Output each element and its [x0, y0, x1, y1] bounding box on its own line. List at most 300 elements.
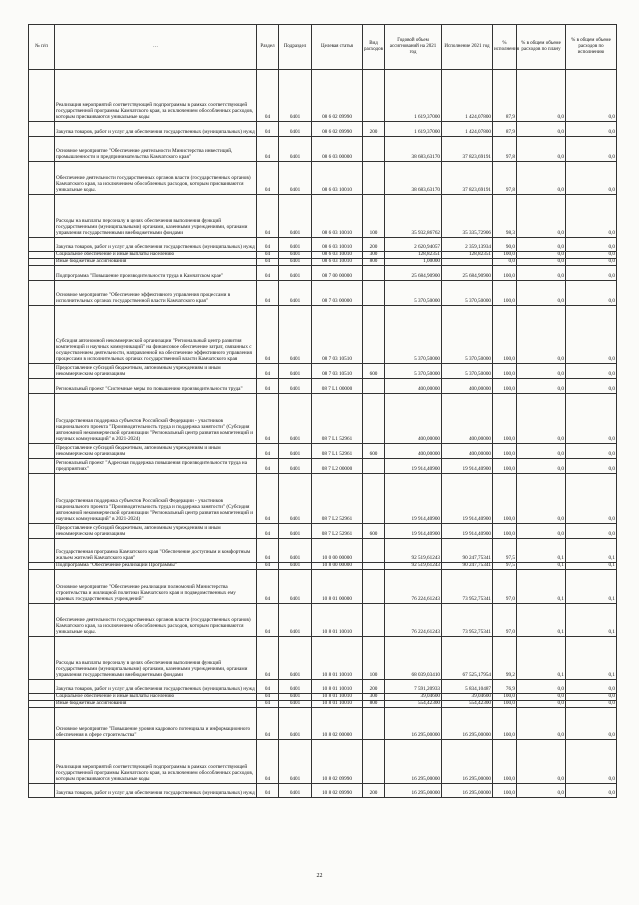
cell-vr: [363, 379, 385, 394]
table-row: [29, 474, 617, 524]
cell-s1: 0,1: [517, 637, 566, 680]
cell-pct: 87,9: [493, 122, 517, 137]
table-row: [29, 122, 617, 137]
cell-s2: 0,0: [566, 364, 617, 379]
cell-plan: 16 295,00000: [385, 708, 442, 740]
cell-no: [29, 604, 55, 637]
cell-vr: [363, 708, 385, 740]
cell-csr: 10 8 01 00000: [312, 570, 363, 604]
cell-name: Закупка товаров, работ и услуг для обеспечения государственных (муниципальных) нужд: [55, 784, 257, 798]
header-csr: Целевая статья: [312, 25, 363, 70]
cell-plan: 16 295,00000: [385, 784, 442, 798]
cell-rz: 04: [257, 137, 279, 162]
table-row: [29, 70, 617, 122]
cell-pct: 97,8: [493, 162, 517, 195]
page-number: 22: [316, 873, 323, 879]
cell-s2: 0,0: [566, 281, 617, 306]
cell-pr: 0401: [279, 379, 312, 394]
cell-vr: 600: [363, 444, 385, 459]
cell-vr: 100: [363, 637, 385, 680]
cell-no: [29, 680, 55, 694]
cell-pct: 100,0: [493, 364, 517, 379]
cell-fact: 5 370,50000: [442, 364, 493, 379]
cell-rz: 04: [257, 570, 279, 604]
cell-plan: 19 914,40900: [385, 524, 442, 539]
cell-rz: 04: [257, 637, 279, 680]
cell-no: [29, 394, 55, 444]
cell-rz: 04: [257, 394, 279, 444]
cell-pr: 0401: [279, 459, 312, 474]
cell-s1: 0,0: [517, 379, 566, 394]
cell-plan: 68 039,03410: [385, 637, 442, 680]
cell-name: Расходы на выплаты персоналу в целях обеспечения выполнения функций государственными (муниципальными) органами, казенными учреждениями, органами управления государственными внебюджетными фондами: [55, 195, 257, 238]
cell-rz: 04: [257, 604, 279, 637]
table-row: [29, 680, 617, 694]
cell-pr: 0401: [279, 563, 312, 570]
cell-s2: 0,0: [566, 474, 617, 524]
cell-plan: 2 620,94057: [385, 238, 442, 252]
cell-fact: 37 823,69191: [442, 162, 493, 195]
cell-csr: 08 6 03 10010: [312, 238, 363, 252]
cell-vr: [363, 563, 385, 570]
cell-s1: 0,1: [517, 539, 566, 563]
cell-name: Региональный проект "Системные меры по повышению производительности труда": [55, 379, 257, 394]
cell-s2: 0,0: [566, 162, 617, 195]
cell-pr: 0401: [279, 281, 312, 306]
cell-csr: 10 8 01 10010: [312, 637, 363, 680]
cell-vr: 800: [363, 259, 385, 266]
cell-s1: 0,0: [517, 474, 566, 524]
cell-name: Предоставление субсидий бюджетным, автономным учреждениям и иным некоммерческим организациям: [55, 444, 257, 459]
cell-s1: 0,0: [517, 701, 566, 708]
cell-name: Реализация мероприятий соответствующей подпрограммы в рамках соответствующей государственной программы Камчатского края, за исключением обособленных расходов, которым присваиваются уникальные коды: [55, 740, 257, 784]
cell-csr: 08 6 02 09990: [312, 70, 363, 122]
cell-fact: 19 914,40900: [442, 524, 493, 539]
cell-pr: 0401: [279, 701, 312, 708]
table-row: [29, 364, 617, 379]
cell-plan: 38 683,63170: [385, 162, 442, 195]
cell-csr: 10 8 01 10010: [312, 701, 363, 708]
cell-rz: 04: [257, 122, 279, 137]
cell-vr: [363, 740, 385, 784]
cell-vr: 200: [363, 122, 385, 137]
cell-rz: 04: [257, 379, 279, 394]
cell-s1: 0,0: [517, 680, 566, 694]
cell-fact: 128,82351: [442, 252, 493, 259]
cell-plan: 400,00000: [385, 379, 442, 394]
cell-s2: 0,0: [566, 740, 617, 784]
header-share-exec: % в общем объеме расходов по исполнению: [566, 25, 617, 70]
cell-s2: 0,0: [566, 70, 617, 122]
cell-pr: 0401: [279, 708, 312, 740]
table-row: [29, 379, 617, 394]
cell-pr: 0401: [279, 266, 312, 281]
cell-vr: 200: [363, 238, 385, 252]
table-row: [29, 459, 617, 474]
header-fact: Исполнение 2021 год: [442, 25, 493, 70]
cell-vr: 300: [363, 694, 385, 701]
cell-s2: 0,0: [566, 122, 617, 137]
cell-no: [29, 694, 55, 701]
cell-s2: 0,0: [566, 259, 617, 266]
cell-fact: 16 295,00000: [442, 784, 493, 798]
cell-s2: 0,0: [566, 238, 617, 252]
cell-fact: 1 424,07800: [442, 122, 493, 137]
cell-s1: 0,0: [517, 259, 566, 266]
cell-csr: 10 8 02 09990: [312, 740, 363, 784]
cell-pr: 0401: [279, 524, 312, 539]
cell-fact: 39,04600: [442, 694, 493, 701]
cell-fact: 37 823,69191: [442, 137, 493, 162]
cell-name: Предоставление субсидий бюджетным, автономным учреждениям и иным некоммерческим организациям: [55, 524, 257, 539]
cell-csr: 08 7 03 00000: [312, 281, 363, 306]
cell-pct: 97,5: [493, 563, 517, 570]
cell-plan: 1 619,37000: [385, 70, 442, 122]
cell-rz: 04: [257, 680, 279, 694]
cell-rz: 04: [257, 259, 279, 266]
cell-no: [29, 701, 55, 708]
cell-s1: 0,0: [517, 459, 566, 474]
cell-pct: 97,0: [493, 570, 517, 604]
cell-name: Иные бюджетные ассигнования: [55, 701, 257, 708]
cell-name: Подпрограмма "Повышение производительности труда в Камчатском крае": [55, 266, 257, 281]
cell-rz: 04: [257, 364, 279, 379]
cell-plan: 5 370,50000: [385, 364, 442, 379]
cell-pr: 0401: [279, 252, 312, 259]
cell-vr: [363, 539, 385, 563]
cell-pr: 0401: [279, 238, 312, 252]
cell-no: [29, 364, 55, 379]
cell-pct: 100,0: [493, 708, 517, 740]
cell-name: Предоставление субсидий бюджетным, автономным учреждениям и иным некоммерческим организациям: [55, 364, 257, 379]
cell-plan: 1,00000: [385, 259, 442, 266]
cell-plan: 92 519,61243: [385, 539, 442, 563]
table-row: [29, 740, 617, 784]
cell-no: [29, 784, 55, 798]
cell-csr: 10 8 02 09990: [312, 784, 363, 798]
header-no: № п/п: [29, 25, 55, 70]
cell-s1: 0,0: [517, 444, 566, 459]
cell-pct: 100,0: [493, 252, 517, 259]
cell-s2: 0,0: [566, 266, 617, 281]
cell-pr: 0401: [279, 70, 312, 122]
cell-pr: 0401: [279, 162, 312, 195]
header-vr: Вид расходов: [363, 25, 385, 70]
cell-no: [29, 252, 55, 259]
cell-s2: 0,0: [566, 708, 617, 740]
cell-rz: 04: [257, 708, 279, 740]
cell-no: [29, 122, 55, 137]
cell-fact: 400,00000: [442, 444, 493, 459]
cell-name: Основное мероприятие "Повышение уровня кадрового потенциала и информационного обеспечения в сфере строительства": [55, 708, 257, 740]
cell-rz: 04: [257, 701, 279, 708]
cell-pr: 0401: [279, 394, 312, 444]
cell-fact: 554,42300: [442, 701, 493, 708]
cell-s1: 0,0: [517, 394, 566, 444]
table-row: [29, 708, 617, 740]
cell-csr: 08 7 03 10510: [312, 306, 363, 364]
cell-vr: [363, 474, 385, 524]
cell-s1: 0,0: [517, 306, 566, 364]
cell-rz: 04: [257, 459, 279, 474]
cell-no: [29, 740, 55, 784]
cell-pr: 0401: [279, 122, 312, 137]
cell-pr: 0401: [279, 694, 312, 701]
cell-vr: [363, 394, 385, 444]
cell-csr: 08 6 03 10010: [312, 259, 363, 266]
cell-rz: 04: [257, 252, 279, 259]
cell-pct: 97,0: [493, 604, 517, 637]
cell-name: Обеспечение деятельности государственных органов власти (государственных органов) Камчатского края, за исключением обособленных расходов, которым присваиваются уникальные коды.: [55, 604, 257, 637]
cell-fact: 73 952,75341: [442, 570, 493, 604]
cell-vr: [363, 162, 385, 195]
cell-csr: 08 7 L2 00000: [312, 459, 363, 474]
cell-pct: 100,0: [493, 266, 517, 281]
cell-fact: 73 952,75341: [442, 604, 493, 637]
cell-pct: 87,9: [493, 70, 517, 122]
cell-plan: 92 519,61243: [385, 563, 442, 570]
table-row: [29, 701, 617, 708]
cell-no: [29, 379, 55, 394]
cell-s2: 0,1: [566, 539, 617, 563]
cell-no: [29, 238, 55, 252]
cell-fact: 400,00000: [442, 379, 493, 394]
cell-pr: 0401: [279, 604, 312, 637]
cell-plan: 39,04600: [385, 694, 442, 701]
cell-pct: 100,0: [493, 306, 517, 364]
cell-pr: 0401: [279, 306, 312, 364]
cell-fact: [442, 259, 493, 266]
cell-pct: 98,3: [493, 195, 517, 238]
cell-name: Закупка товаров, работ и услуг для обеспечения государственных (муниципальных) нужд: [55, 238, 257, 252]
cell-no: [29, 281, 55, 306]
cell-name: Региональный проект "Адресная поддержка повышения производительности труда на предприятиях": [55, 459, 257, 474]
cell-s1: 0,0: [517, 70, 566, 122]
cell-fact: 35 335,72906: [442, 195, 493, 238]
cell-plan: 76 224,61243: [385, 604, 442, 637]
table-row: [29, 444, 617, 459]
table-row: [29, 563, 617, 570]
cell-csr: 08 7 L2 52961: [312, 524, 363, 539]
cell-csr: 10 0 00 00000: [312, 539, 363, 563]
cell-s2: 0,1: [566, 637, 617, 680]
cell-s1: 0,0: [517, 238, 566, 252]
cell-pr: 0401: [279, 444, 312, 459]
cell-plan: 19 914,40900: [385, 459, 442, 474]
cell-plan: 7 591,20933: [385, 680, 442, 694]
cell-no: [29, 444, 55, 459]
cell-s2: 0,1: [566, 604, 617, 637]
cell-plan: 76 224,61243: [385, 570, 442, 604]
cell-name: Государственная поддержка субъектов Российской Федерации - участников национального проекта "Производительность труда и поддержка занятости" (Субсидия автономной некоммерческой организации "Региональный центр развития компетенций и научных коммуникаций" в 2021-2024): [55, 394, 257, 444]
cell-s1: 0,1: [517, 563, 566, 570]
cell-s2: 0,0: [566, 137, 617, 162]
cell-no: [29, 70, 55, 122]
cell-vr: 600: [363, 524, 385, 539]
cell-csr: 10 8 01 10010: [312, 604, 363, 637]
table-row: [29, 306, 617, 364]
cell-s2: 0,0: [566, 306, 617, 364]
cell-rz: 04: [257, 474, 279, 524]
cell-csr: 10 8 01 10010: [312, 680, 363, 694]
table-row: [29, 784, 617, 798]
cell-rz: 04: [257, 784, 279, 798]
cell-s2: 0,0: [566, 701, 617, 708]
header-razdel: Раздел: [257, 25, 279, 70]
cell-pr: 0401: [279, 680, 312, 694]
table-row: [29, 539, 617, 563]
table-row: [29, 281, 617, 306]
cell-rz: 04: [257, 238, 279, 252]
cell-vr: [363, 459, 385, 474]
cell-pct: 97,5: [493, 539, 517, 563]
cell-s1: 0,0: [517, 281, 566, 306]
cell-csr: 08 6 03 10010: [312, 162, 363, 195]
cell-plan: 128,82351: [385, 252, 442, 259]
header-plan: Годовой объем ассигнований на 2021 год: [385, 25, 442, 70]
cell-rz: 04: [257, 306, 279, 364]
cell-no: [29, 708, 55, 740]
cell-pr: 0401: [279, 637, 312, 680]
cell-name: Закупка товаров, работ и услуг для обеспечения государственных (муниципальных) нужд: [55, 680, 257, 694]
cell-vr: [363, 137, 385, 162]
cell-pct: 100,0: [493, 524, 517, 539]
cell-s1: 0,0: [517, 122, 566, 137]
cell-pr: 0401: [279, 539, 312, 563]
cell-rz: 04: [257, 740, 279, 784]
cell-pct: 90,0: [493, 238, 517, 252]
cell-rz: 04: [257, 266, 279, 281]
cell-s2: 0,0: [566, 379, 617, 394]
cell-vr: 300: [363, 252, 385, 259]
cell-s2: 0,0: [566, 444, 617, 459]
cell-fact: 19 914,40900: [442, 474, 493, 524]
cell-pr: 0401: [279, 259, 312, 266]
cell-s1: 0,1: [517, 604, 566, 637]
cell-s2: 0,0: [566, 524, 617, 539]
cell-s1: 0,0: [517, 364, 566, 379]
cell-s1: 0,0: [517, 137, 566, 162]
cell-s1: 0,0: [517, 524, 566, 539]
cell-no: [29, 195, 55, 238]
cell-rz: 04: [257, 694, 279, 701]
cell-vr: 200: [363, 680, 385, 694]
cell-fact: 5 370,50000: [442, 281, 493, 306]
table-row: [29, 137, 617, 162]
cell-rz: 04: [257, 195, 279, 238]
cell-csr: 08 6 02 09990: [312, 122, 363, 137]
cell-name: Основное мероприятие "Обеспечение деятельности Министерства инвестиций, промышленности и предпринимательства Камчатского края": [55, 137, 257, 162]
header-share-plan: % в общем объеме расходов по плану: [517, 25, 566, 70]
cell-csr: 10 8 00 00000: [312, 563, 363, 570]
table-header: [29, 25, 617, 70]
cell-s1: 0,0: [517, 740, 566, 784]
cell-vr: [363, 570, 385, 604]
cell-s1: 0,0: [517, 252, 566, 259]
cell-pct: 100,0: [493, 474, 517, 524]
cell-s2: 0,0: [566, 694, 617, 701]
cell-rz: 04: [257, 444, 279, 459]
cell-vr: 100: [363, 195, 385, 238]
cell-name: Реализация мероприятий соответствующей подпрограммы в рамках соответствующей государственной программы Камчатского края, за исключением обособленных расходов, которым присваиваются уникальные коды: [55, 70, 257, 122]
cell-no: [29, 474, 55, 524]
cell-rz: 04: [257, 539, 279, 563]
header-name: …: [55, 25, 257, 70]
table-row: [29, 637, 617, 680]
cell-vr: [363, 281, 385, 306]
cell-pr: 0401: [279, 570, 312, 604]
cell-no: [29, 306, 55, 364]
cell-name: Социальное обеспечение и иные выплаты населению: [55, 252, 257, 259]
table-row: [29, 604, 617, 637]
cell-vr: [363, 306, 385, 364]
cell-pct: 100,0: [493, 459, 517, 474]
cell-pct: 100,0: [493, 784, 517, 798]
cell-name: Расходы на выплаты персоналу в целях обеспечения выполнения функций государственными (муниципальными) органами, казенными учреждениями, органами управления государственными внебюджетными фондами: [55, 637, 257, 680]
cell-plan: 16 295,00000: [385, 740, 442, 784]
cell-no: [29, 137, 55, 162]
cell-no: [29, 259, 55, 266]
cell-s2: 0,1: [566, 563, 617, 570]
cell-s2: 0,0: [566, 680, 617, 694]
table-body: [29, 70, 617, 798]
cell-pr: 0401: [279, 195, 312, 238]
cell-name: Основное мероприятие "Обеспечение эффективного управления процессами в исполнительных органах государственной власти Камчатского края": [55, 281, 257, 306]
header-podrazdel: Подраздел: [279, 25, 312, 70]
cell-no: [29, 637, 55, 680]
cell-no: [29, 563, 55, 570]
cell-fact: 67 525,17954: [442, 637, 493, 680]
cell-plan: 5 370,50000: [385, 281, 442, 306]
cell-fact: 2 359,13934: [442, 238, 493, 252]
cell-vr: 200: [363, 784, 385, 798]
cell-s2: 0,0: [566, 459, 617, 474]
cell-plan: 1 619,37000: [385, 122, 442, 137]
cell-pct: 76,9: [493, 680, 517, 694]
cell-no: [29, 524, 55, 539]
cell-rz: 04: [257, 563, 279, 570]
cell-vr: [363, 266, 385, 281]
cell-pr: 0401: [279, 364, 312, 379]
cell-pct: 97,8: [493, 137, 517, 162]
cell-name: Обеспечение деятельности государственных органов власти (государственных органов) Камчатского края, за исключением обособленных расходов, которым присваиваются уникальные коды.: [55, 162, 257, 195]
cell-s1: 0,0: [517, 162, 566, 195]
cell-s2: 0,0: [566, 195, 617, 238]
cell-fact: 16 295,00000: [442, 708, 493, 740]
cell-s1: 0,0: [517, 266, 566, 281]
cell-plan: 554,42300: [385, 701, 442, 708]
cell-fact: 90 247,75341: [442, 539, 493, 563]
cell-csr: 08 6 03 00000: [312, 137, 363, 162]
cell-csr: 10 8 01 10010: [312, 694, 363, 701]
cell-plan: 19 914,40900: [385, 474, 442, 524]
cell-name: Государственная программа Камчатского края "Обеспечение доступным и комфортным жильем жителей Камчатского края": [55, 539, 257, 563]
cell-no: [29, 266, 55, 281]
cell-csr: 10 8 02 00000: [312, 708, 363, 740]
table-row: [29, 570, 617, 604]
cell-pct: 100,0: [493, 694, 517, 701]
cell-csr: 08 7 L1 00000: [312, 379, 363, 394]
cell-no: [29, 570, 55, 604]
cell-plan: 400,00000: [385, 444, 442, 459]
cell-fact: 16 295,00000: [442, 740, 493, 784]
cell-fact: 5 834,10487: [442, 680, 493, 694]
cell-s1: 0,0: [517, 708, 566, 740]
cell-s1: 0,0: [517, 784, 566, 798]
cell-name: Субсидия автономной некоммерческой организации "Региональный центр развития компетенций и научных коммуникаций" на финансовое обеспечение затрат, связанных с осуществлением деятельности, направленной на обеспечение эффективного управления процессами в исполнительных органах государственной власти Камчатского края: [55, 306, 257, 364]
header-pct: % исполнения: [493, 25, 517, 70]
cell-fact: 400,00000: [442, 394, 493, 444]
